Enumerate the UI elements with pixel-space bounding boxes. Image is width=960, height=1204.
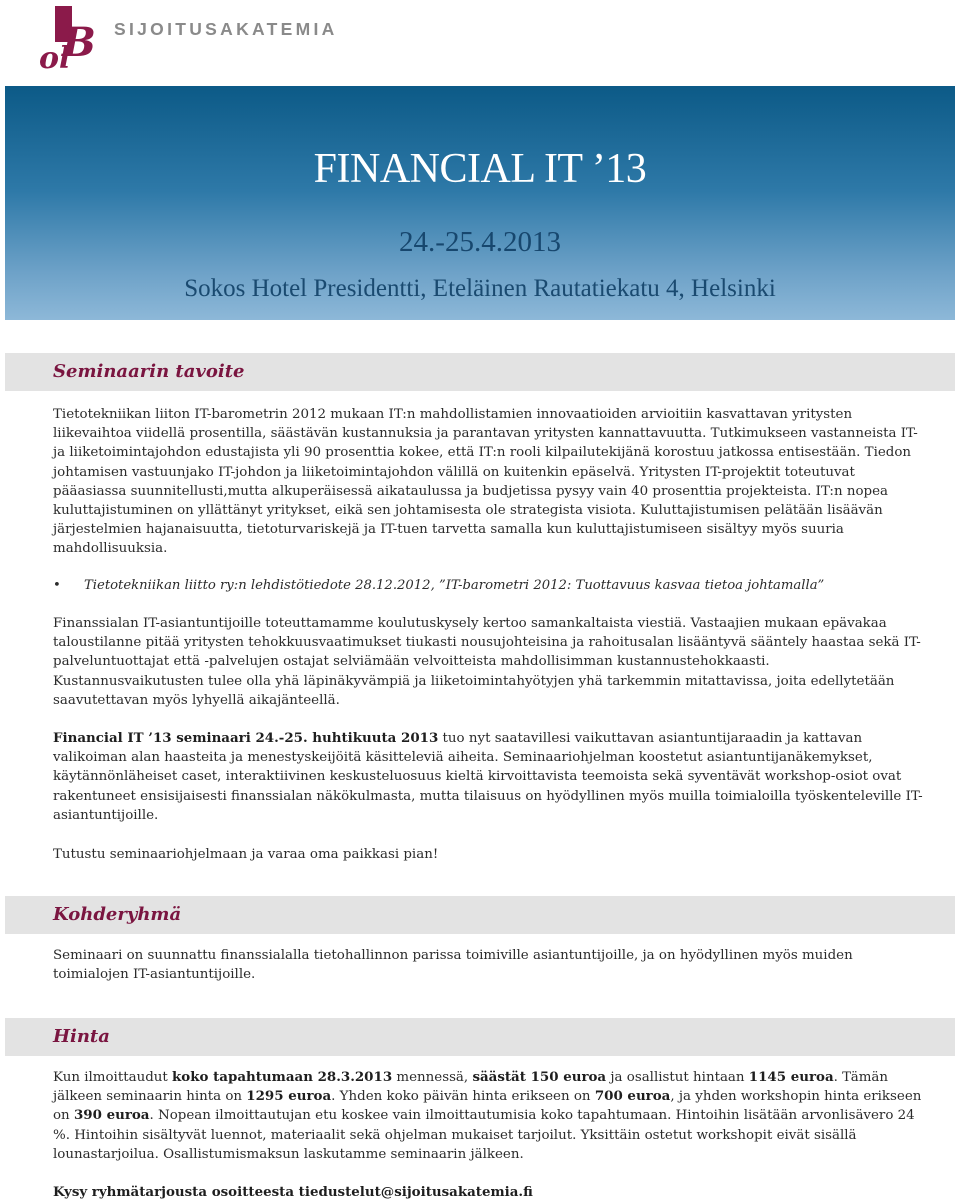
sijoitusakatemia-logo <box>38 6 96 72</box>
text-run: . Nopean ilmoittautujan etu koskee vain ilmoittautumisia koko tapahtumaan. Hintoihin lisätään arvonlisävero 24 %. Hintoihin sisältyvät luennot, materiaalit sekä ohjelman mukaiset tarjoilut. Yksittäin ostetut workshopit eivät sisällä lounastarjoilua. Osallistumismaksun laskutamme seminaarin jälkeen. <box>53 1108 915 1162</box>
svg-text:B: B <box>62 19 96 66</box>
section-heading: Seminaarin tavoite <box>53 361 245 382</box>
text-run: mennessä, <box>392 1070 473 1085</box>
section-header-tavoite <box>5 353 955 391</box>
para3-text: tuo nyt saatavillesi vaikuttavan asiantuntijaraadin ja kattavan valikoiman alan haasteita ja menestyskeijöitä käsitteleviä aiheita. Seminaariohjelman koostetut asiantuntijanäkemykset, käytännönläheiset caset, interaktiivinen keskusteluosuus kieltä kirvoittavista teemoista sekä syventävät workshop-osiot ovat rakentuneet ensisijaisesti finanssialan näkökulmasta, mutta tilaisuus on hyödyllinen myös muilla toimialoilla työskenteleville IT-asiantuntijoille. <box>53 731 923 823</box>
bullet-text: Tietotekniikan liitto ry:n lehdistötiedote 28.12.2012, ”IT-barometri 2012: Tuottavuus kasvaa tietoa johtamalla” <box>84 578 825 593</box>
event-date: 24.-25.4.2013 <box>399 226 561 258</box>
text-run: ja osallistut hintaan <box>606 1070 749 1085</box>
text-run: Kun ilmoittaudut <box>53 1070 173 1085</box>
text-run: , ja yhden workshopin hinta erikseen on <box>53 1089 922 1124</box>
group-offer-contact <box>53 1183 923 1202</box>
kohderyhma-text: Seminaari on suunnattu finanssialalla tietohallinnon parissa toimiville asiantuntijoille, ja on hyödyllinen myös muiden toimialojen IT-asiantuntijoille. <box>53 948 853 983</box>
bullet-marker: • <box>53 578 61 593</box>
section-heading: Hinta <box>53 1026 110 1047</box>
bold-run: koko tapahtumaan 28.3.2013 <box>172 1069 393 1085</box>
tavoite-intro: Tietotekniikan liiton IT-barometrin 2012 mukaan IT:n mahdollistamien innovaatioiden arvioitiin kasvattavan yritysten liikevaihtoa viidellä prosentilla, säästävän kustannuksia ja parantavan yritysten kannattavuutta. Tutkimukseen vastanneista IT- ja liiketoimintajohdon edustajista yli 90 prosenttia kokee, että IT:n rooli kilpailutekijänä korostuu jatkossa entisestään. Tiedon johtamisen vastuunjako IT-johdon ja liiketoimintajohdon välillä on kuitenkin epäselvä. Yritysten IT-projektit toteutuvat pääasiassa suunnitellusti,mutta alkuperäisessä aikataulussa ja budjetissa pysyy vain 40 prosenttia projekteista. IT:n nopea kuluttajistuminen on yllättänyt yritykset, eikä sen johtamisesta ole strategista visiota. Kuluttajistumisen pelätään lisäävän järjestelmien hajanaisuutta, tietoturvariskejä ja IT-tuen tarvetta samalla kun kuluttajistumiseen sisältyy myös suuria mahdollisuuksia. <box>53 407 918 557</box>
call-to-action: Tutustu seminaariohjelmaan ja varaa oma paikkasi pian! <box>53 847 439 862</box>
svg-text:ol: ol <box>39 41 71 72</box>
bold-run: 390 euroa <box>73 1107 150 1124</box>
bold-run: 1145 euroa <box>748 1069 834 1085</box>
event-title: FINANCIAL IT ’13 <box>313 146 647 192</box>
brand-name: SIJOITUSAKATEMIA <box>114 19 338 39</box>
source-bullet <box>53 576 933 595</box>
text-run: . Tämän jälkeen seminaarin hinta on <box>53 1070 889 1105</box>
event-banner <box>5 86 955 320</box>
text-run: . Yhden koko päivän hinta erikseen on <box>331 1089 595 1105</box>
contact-text: Kysy ryhmätarjousta osoitteesta tiedustelut@sijoitusakatemia.fi <box>53 1184 533 1200</box>
bold-run: 700 euroa <box>594 1088 671 1105</box>
event-venue: Sokos Hotel Presidentti, Eteläinen Rautatiekatu 4, Helsinki <box>184 275 776 302</box>
tavoite-para3 <box>53 729 923 825</box>
bold-run: säästät 150 euroa <box>472 1069 607 1085</box>
section-header-hinta <box>5 1018 955 1056</box>
section-header-kohderyhma <box>5 896 955 934</box>
section-heading: Kohderyhmä <box>53 904 182 925</box>
bold-run: 1295 euroa <box>246 1088 332 1105</box>
seminar-name-date: Financial IT ’13 seminaari 24.-25. huhtikuuta 2013 <box>53 730 439 746</box>
tavoite-para2: Finanssialan IT-asiantuntijoille toteuttamamme koulutuskysely kertoo samankaltaista viestiä. Vastaajien mukaan epävakaa taloustilanne pitää yritysten tehokkuusvaatimukset tiukasti nousujohteisina ja rahoitusalan lisääntyvä sääntely haastaa sekä IT-palveluntuottajat että -palvelujen ostajat selviämään velvoitteista mahdollisimman kustannustehokkaasti. Kustannusvaikutusten tulee olla yhä läpinäkyvämpiä ja liiketoimintahyötyjen yhä tarkemmin mitattavissa, joita edellytetään saavutettavan myös lyhyellä aikajänteellä. <box>53 616 921 708</box>
hinta-text <box>53 1068 923 1164</box>
